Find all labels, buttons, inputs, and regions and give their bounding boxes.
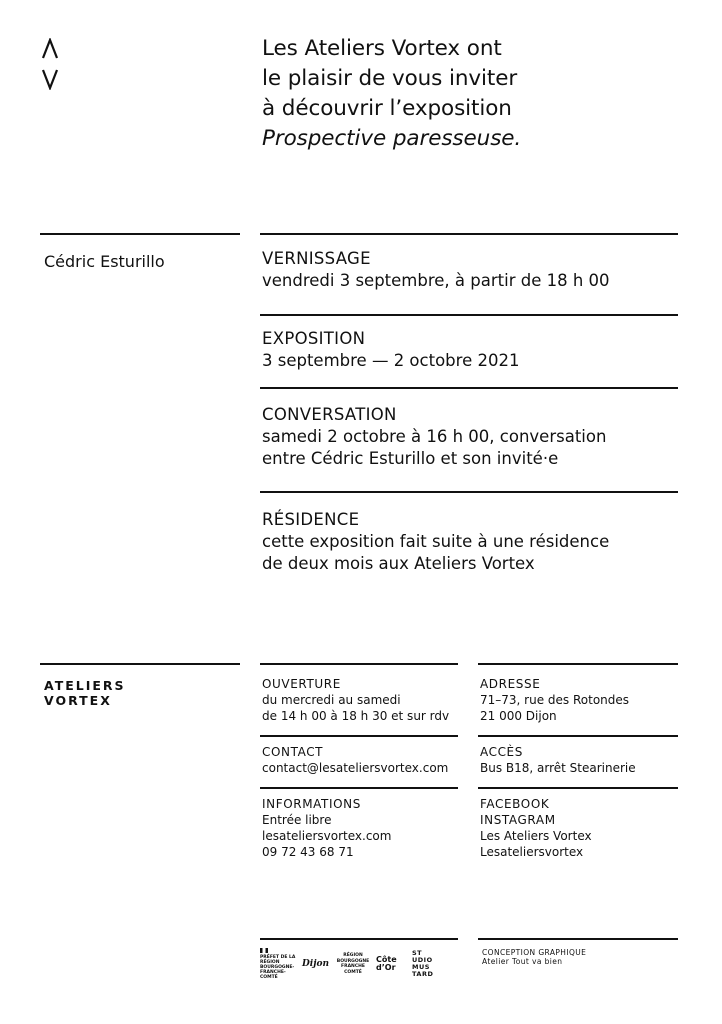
cotedor-logo-text: Côte d’Or (376, 955, 397, 972)
ateliers-vortex-logo (44, 678, 126, 708)
section-vernissage (262, 248, 682, 292)
prefet-logo-text: PRÉFET DE LA RÉGION BOURGOGNE- FRANCHE-COMTÉ (260, 955, 296, 980)
logo-line: VORTEX (44, 693, 112, 708)
website-link[interactable]: lesateliersvortex.com (262, 829, 392, 843)
divider (478, 938, 678, 940)
studio-logo-text: ST UDIO MUS TARD (412, 949, 434, 978)
credit-title: CONCEPTION GRAPHIQUE (482, 948, 587, 957)
divider (260, 787, 458, 789)
section-residence (262, 509, 682, 575)
info-title: INFORMATIONS (262, 797, 361, 811)
section-title: EXPOSITION (262, 329, 366, 348)
section-text: de deux mois aux Ateliers Vortex (262, 554, 535, 573)
exhibition-title: Prospective paresseuse. (262, 126, 522, 151)
info-contact (262, 744, 448, 776)
divider (260, 233, 678, 235)
divider (260, 938, 458, 940)
av-logo-icon (40, 38, 60, 90)
dijon-logo-text: Dijon (302, 958, 330, 969)
info-acces (480, 744, 636, 776)
intro-line: le plaisir de vous inviter (262, 66, 518, 91)
region-logo (336, 953, 370, 975)
section-exposition (262, 328, 682, 372)
instagram-link[interactable]: INSTAGRAM (480, 813, 556, 827)
section-text: cette exposition fait suite à une résidence (262, 532, 610, 551)
divider (478, 787, 678, 789)
prefet-logo (260, 948, 296, 980)
divider (260, 491, 678, 493)
info-title: OUVERTURE (262, 677, 341, 691)
divider (260, 314, 678, 316)
divider (260, 387, 678, 389)
info-title: ACCÈS (480, 745, 523, 759)
contact-email-link[interactable]: contact@lesateliersvortex.com (262, 761, 449, 775)
section-title: CONVERSATION (262, 405, 397, 424)
info-title: ADRESSE (480, 677, 541, 691)
phone-number: 09 72 43 68 71 (262, 845, 354, 859)
info-text: Entrée libre (262, 813, 332, 827)
info-informations (262, 796, 391, 860)
section-title: VERNISSAGE (262, 249, 371, 268)
section-conversation (262, 404, 682, 470)
region-logo-text: RÉGION BOURGOGNE FRANCHE COMTÉ (336, 953, 370, 975)
intro-text (262, 34, 682, 154)
divider (40, 663, 240, 665)
studio-mustard-logo (412, 950, 438, 978)
section-text: vendredi 3 septembre, à partir de 18 h 00 (262, 271, 610, 290)
flag-icon (260, 948, 268, 953)
logo-line: ATELIERS (44, 678, 126, 693)
section-text: 3 septembre — 2 octobre 2021 (262, 351, 520, 370)
info-text: de 14 h 00 à 18 h 30 et sur rdv (262, 709, 450, 723)
partner-logos (260, 944, 460, 984)
divider (260, 663, 458, 665)
intro-line: Les Ateliers Vortex ont (262, 36, 502, 61)
divider (260, 735, 458, 737)
credit-name: Atelier Tout va bien (482, 957, 563, 966)
info-text: 21 000 Dijon (480, 709, 557, 723)
section-text: samedi 2 octobre à 16 h 00, conversation (262, 427, 607, 446)
facebook-link[interactable]: FACEBOOK (480, 797, 550, 811)
info-text: Lesateliersvortex (480, 845, 584, 859)
info-text: du mercredi au samedi (262, 693, 401, 707)
intro-line: à découvrir l’exposition (262, 96, 512, 121)
divider (40, 233, 240, 235)
dijon-logo (302, 958, 330, 969)
design-credit (482, 948, 586, 966)
info-ouverture (262, 676, 449, 724)
info-title: CONTACT (262, 745, 324, 759)
artist-name: Cédric Esturillo (44, 252, 165, 271)
divider (478, 663, 678, 665)
info-text: Les Ateliers Vortex (480, 829, 592, 843)
info-text: 71–73, rue des Rotondes (480, 693, 630, 707)
section-title: RÉSIDENCE (262, 510, 360, 529)
info-text: Bus B18, arrêt Stearinerie (480, 761, 636, 775)
info-social (480, 796, 592, 860)
info-adresse (480, 676, 629, 724)
divider (478, 735, 678, 737)
section-text: entre Cédric Esturillo et son invité·e (262, 449, 559, 468)
cotedor-logo (376, 956, 406, 972)
